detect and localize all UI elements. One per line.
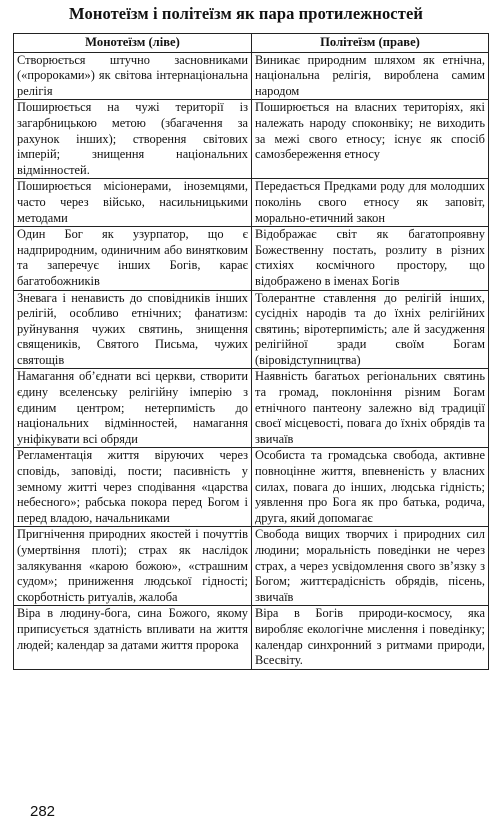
table-row: [14, 52, 489, 100]
cell-polytheism: Свобода вищих творчих і природних сил людини; моральність поведінки не через страх, а через усвідомлення свого зв’язку з Богом; життєрадісність обрядів, пісень, звичаїв: [252, 527, 489, 606]
table-row: [14, 100, 489, 179]
comparison-table: [13, 33, 489, 670]
table-row: [14, 179, 489, 227]
cell-polytheism: Виникає природним шляхом як етнічна, національна релігія, вироблена самим народом: [252, 52, 489, 100]
column-header-polytheism: Політеїзм (праве): [252, 34, 489, 53]
cell-monotheism: Регламентація життя віруючих через сповідь, заповіді, пости; пасивність у земному житті через сподівання «царства небесного»; рабська покора перед Богом і перед владою, начальниками: [14, 448, 252, 527]
cell-polytheism: Особиста та громадська свобода, активне повноцінне життя, впевненість у власних силах, повага до інших, людська гідність; уявлення про Бога як про батька, родича, друга, який допомагає: [252, 448, 489, 527]
comparison-table-container: [13, 33, 488, 670]
cell-polytheism: Віра в Богів природи-космосу, яка виробляє екологічне мислення і поведінку; календар синхронний з ритмами природи, Всесвіту.: [252, 606, 489, 669]
cell-polytheism: Поширюється на власних територіях, які належать народу споконвіку; не виходить за межі свого етносу; існує як спосіб самозбереження етносу: [252, 100, 489, 179]
table-row: [14, 527, 489, 606]
table-row: [14, 290, 489, 369]
table-row: [14, 448, 489, 527]
page-title: Монотеїзм і політеїзм як пара протилежностей: [69, 4, 423, 23]
cell-monotheism: Пригнічення природних якостей і почуттів (умертвіння плоті); страх як наслідок залякування «карою божою», «страшним судом»; приниження людської гідності; скорботність ритуалів, жалоба: [14, 527, 252, 606]
cell-polytheism: Передається Предками роду для молодших поколінь свого етносу як заповіт, морально-етичний закон: [252, 179, 489, 227]
table-row: [14, 227, 489, 290]
cell-monotheism: Поширюється на чужі території із загарбницькою метою (збагачення за рахунок інших); створення світових імперій; знищення національних відмінностей.: [14, 100, 252, 179]
cell-monotheism: Поширюється місіонерами, іноземцями, часто через військо, насильницькими методами: [14, 179, 252, 227]
cell-polytheism: Наявність багатьох регіональних святинь та громад, поклоніння різним Богам етнічного пантеону залежно від традиції своєї місцевості, повага до їхніх обрядів та звичаїв: [252, 369, 489, 448]
table-row: [14, 369, 489, 448]
cell-monotheism: Створюється штучно засновниками («пророками») як світова інтернаціональна релігія: [14, 52, 252, 100]
cell-monotheism: Віра в людину-бога, сина Божого, якому приписується здатність впливати на життя людей; календар за датами життя пророка: [14, 606, 252, 669]
cell-monotheism: Один Бог як узурпатор, що є надприродним, одиничним або винятковим та заперечує інших Богів, карає багатобожників: [14, 227, 252, 290]
cell-polytheism: Толерантне ставлення до релігій інших, сусідніх народів та до їхніх релігійних святинь; віротерпимість; але й засудження релігійної зради своїм Богам (віровідступництва): [252, 290, 489, 369]
column-header-monotheism: Монотеїзм (ліве): [14, 34, 252, 53]
cell-polytheism: Відображає світ як багатопроявну Божественну постать, розлиту в різних стихіях космічного простору, що відображено в іменах Богів: [252, 227, 489, 290]
table-row: [14, 606, 489, 669]
table-header-row: [14, 34, 489, 53]
cell-monotheism: Намагання об’єднати всі церкви, створити єдину вселенську релігійну імперію з єдиним центром; нетерпимість до національних відмінностей, намагання уніфікувати всі обряди: [14, 369, 252, 448]
cell-monotheism: Зневага і ненависть до сповідників інших релігій, особливо етнічних; фанатизм: руйнування чужих святинь, знищення священиків, Святого Письма, чужих святощів: [14, 290, 252, 369]
page-number: 282: [30, 803, 56, 820]
